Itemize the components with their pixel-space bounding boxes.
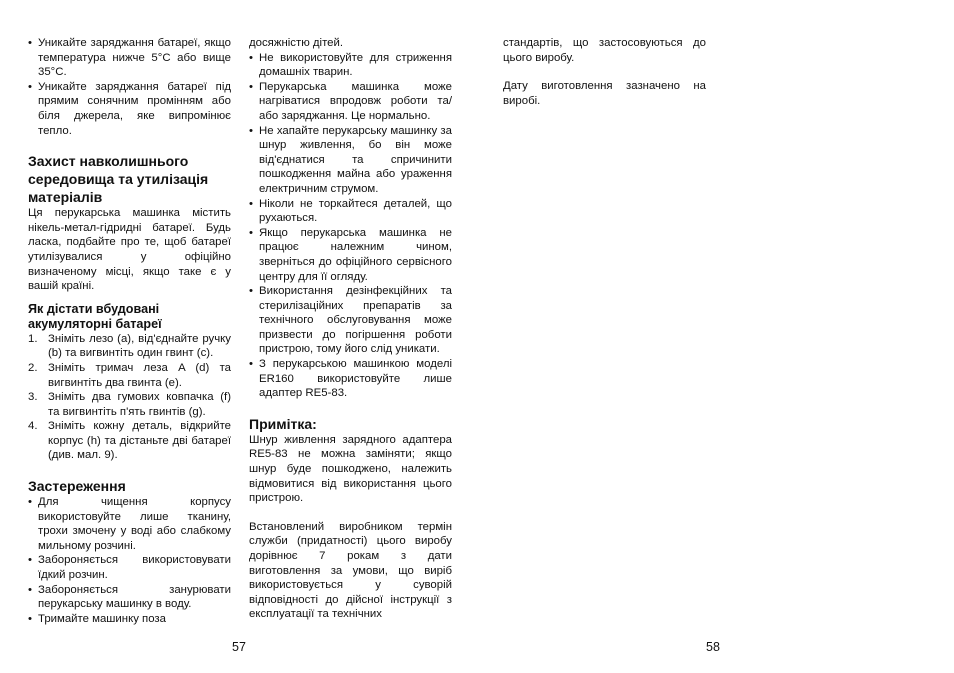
- environment-heading: Захист навколишнього середовища та утилізація матеріалів: [28, 153, 209, 206]
- environment-paragraph: Ця перукарська машинка містить нікель-метал-гідридні батареї. Будь ласка, подбайте про те, щоб батареї утилізувалися у офіційно визначеному місці, якщо таке є у вашій країні.: [28, 207, 231, 293]
- battery-removal-heading: Як дістати вбудовані акумуляторні батареї: [28, 301, 162, 331]
- page-number-right: 58: [706, 640, 720, 654]
- bullet-item: • Уникайте заряджання батареї під прямим сонячним промінням або біля джерела, яке випромінює тепло.: [28, 80, 231, 138]
- bullet-item: • Для чищення корпусу використовуйте лише тканину, трохи змочену у воді або слабкому мильному розчині.: [28, 495, 231, 553]
- numbered-step: 3. Зніміть два гумових ковпачка (f) та вигвинтіть п'ять гвинтів (g).: [28, 391, 231, 418]
- bullet-item: • Перукарська машинка може нагріватися впродовж роботи та/ або заряджання. Це нормально.: [249, 80, 452, 124]
- left-page-column-1: [28, 36, 231, 626]
- manufacture-date-paragraph: Дату виготовлення зазначено на виробі.: [503, 80, 706, 107]
- numbered-step: 2. Зніміть тримач леза A (d) та вигвинтіть два гвинта (e).: [28, 361, 231, 389]
- bullet-item: • Уникайте заряджання батареї, якщо температура нижче 5°C або вище 35°C.: [28, 36, 231, 80]
- continued-text: стандартів, що застосовуються до цього виробу.: [503, 37, 706, 64]
- left-page-column-2: [249, 36, 452, 622]
- numbered-step: 4. Зніміть кожну деталь, відкрийте корпус (h) та дістаньте дві батареї (див. мал. 9).: [28, 420, 231, 462]
- bullet-item: • Використання дезінфекційних та стерилізаційних препаратів за технічного обслуговування може призвести до погіршення роботи пристрою, тому його слід уникати.: [249, 284, 452, 357]
- service-life-paragraph: Встановлений виробником термін служби (придатності) цього виробу дорівнює 7 рокам з дати виготовлення за умови, що виріб використовується у суворій відповідності до дійсної інструкції з експлуатації та технічних: [249, 520, 452, 621]
- continued-text: досяжністю дітей.: [249, 37, 344, 49]
- numbered-step: 1. Зніміть лезо (а), від'єднайте ручку (b) та вигвинтіть один гвинт (c).: [28, 332, 231, 360]
- bullet-item: • Ніколи не торкайтеся деталей, що рухаються.: [249, 197, 452, 226]
- bullet-item: • Тримайте машинку поза: [28, 612, 231, 627]
- bullet-item: • Не використовуйте для стриження домашніх тварин.: [249, 51, 452, 80]
- warnings-heading: Застереження: [28, 478, 126, 495]
- bullet-item: • Не хапайте перукарську машинку за шнур живлення, бо він може від'єднатися та спричинити пошкодження майна або ураження електричним струмом.: [249, 124, 452, 197]
- bullet-item: • Якщо перукарська машинка не працює належним чином, зверніться до офіційного сервісного центру для її огляду.: [249, 226, 452, 284]
- bullet-item: • Забороняється занурювати перукарську машинку в воду.: [28, 583, 231, 612]
- note-heading: Примітка:: [249, 415, 317, 432]
- note-paragraph: Шнур живлення зарядного адаптера RE5-83 не можна заміняти; якщо шнур буде пошкоджено, належить відмовитися від використання цього пристрою.: [249, 433, 452, 505]
- bullet-item: • Забороняється використовувати їдкий розчин.: [28, 553, 231, 582]
- page-number-left: 57: [232, 640, 246, 654]
- right-page-column: [503, 36, 706, 108]
- bullet-item: • З перукарською машинкою моделі ER160 використовуйте лише адаптер RE5-83.: [249, 357, 452, 401]
